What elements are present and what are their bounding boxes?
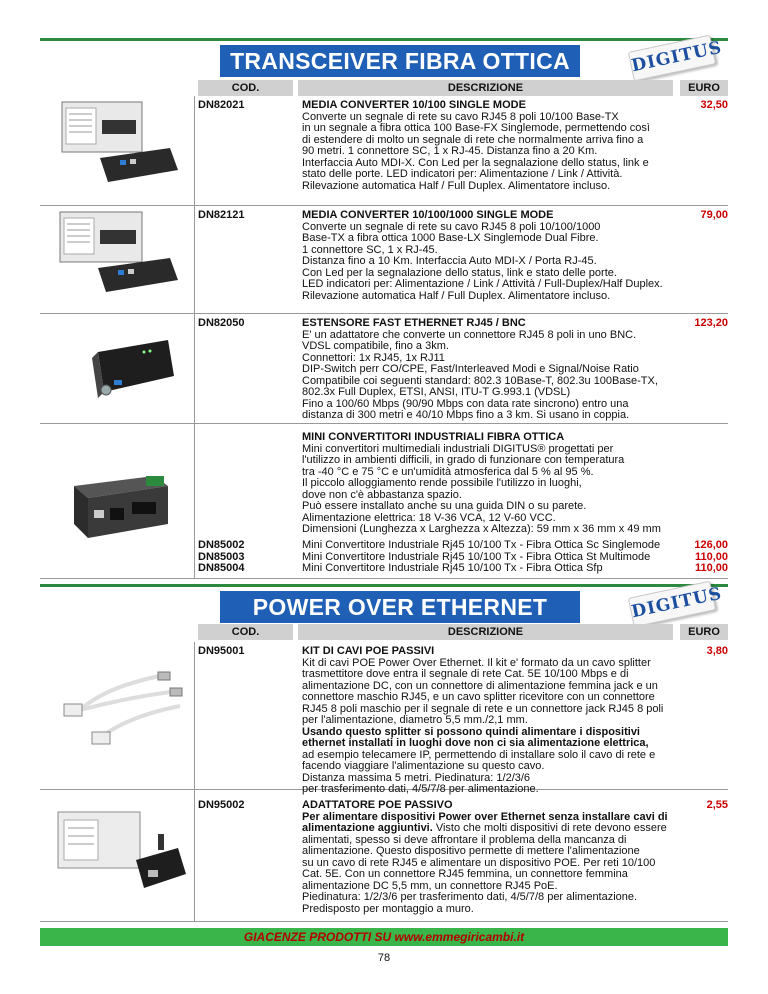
product-price: 2,55	[706, 799, 728, 811]
page-number: 78	[377, 952, 391, 964]
product-variants	[302, 540, 672, 575]
product-price: 110,00	[694, 550, 728, 563]
desc-line: Dimensioni (Lunghezza x Larghezza x Altezza): 59 mm x 36 mm x 49 mm	[302, 523, 661, 535]
desc-line: Piedinatura: 1/2/3/6 per trasferimento dati, 4/5/7/8 per alimentazione.	[302, 891, 638, 903]
product-description	[302, 800, 672, 915]
product-row	[40, 206, 728, 314]
desc-line: Distanza fino a 10 Km. Interfaccia Auto MDI-X / Porta RJ-45.	[302, 255, 597, 267]
desc-line: alimentazione DC, con un connettore di alimentazione femmina jack e un	[302, 679, 658, 692]
table-header	[40, 624, 728, 640]
desc-line-bold: alimentazione aggiuntivi.	[302, 822, 433, 834]
desc-line: su un cavo di rete RJ45 e alimentare un dispositivo POE. Per reti 10/100	[302, 856, 656, 869]
product-code: DN82121	[198, 209, 245, 221]
poe-adapter-icon	[40, 790, 195, 920]
product-description	[302, 432, 672, 536]
desc-line: 90 metri. 1 connettore SC, 1 x RJ-45. Distanza fino a 20 Km.	[302, 145, 598, 157]
desc-line: VDSL compatibile, fino a 3km.	[302, 340, 449, 352]
desc-line: Fino a 100/60 Mbps (90/90 Mbps con data rate sincrono) entro una	[302, 397, 629, 410]
product-title: MEDIA CONVERTER 10/100 SINGLE MODE	[302, 99, 526, 111]
product-row	[40, 790, 728, 922]
section-banner-poe	[40, 584, 728, 622]
table-header	[40, 80, 728, 96]
product-image-cell	[40, 642, 195, 789]
product-image-cell	[40, 96, 195, 205]
desc-line: Interfaccia Auto MDI-X. Con Led per la segnalazione dello status, link e	[302, 156, 649, 169]
variant-line: Mini Convertitore Industriale Rj45 10/100 Tx - Fibra Ottica Sc Singlemode	[302, 539, 661, 551]
desc-line: trasmettitore dove entra il segnale di rete Cat. 5E 10/100 Mbps e di	[302, 668, 629, 680]
desc-line: Converte un segnale di rete su cavo RJ45 8 poli 10/100 Base-TX	[302, 110, 619, 123]
desc-line: per l'alimentazione, diametro 5,5 mm./2,1 mm.	[302, 714, 528, 726]
desc-line: Rilevazione automatica Half / Full Duplex. Alimentatore incluso.	[302, 289, 611, 302]
desc-line: DIP-Switch perr CO/CPE, Fast/Interleaved Modi e Signal/Noise Ratio	[302, 363, 639, 375]
product-code: DN85002	[198, 539, 245, 551]
poe-cable-kit-icon	[40, 642, 195, 788]
product-price: 79,00	[700, 209, 728, 221]
product-title: MINI CONVERTITORI INDUSTRIALI FIBRA OTTICA	[302, 431, 565, 443]
product-prices	[680, 540, 728, 575]
product-description	[302, 318, 672, 422]
desc-line: alimentazione. Questo dispositivo permette di mettere l'alimentazione	[302, 845, 640, 857]
ethernet-extender-icon	[40, 314, 195, 422]
desc-line: Kit di cavi POE Power Over Ethernet. Il kit e' formato da un cavo splitter	[302, 656, 651, 669]
product-price: 32,50	[700, 99, 728, 111]
product-code: DN85003	[198, 550, 245, 563]
desc-line: dove non c'è abbastanza spazio.	[302, 488, 462, 501]
product-description	[302, 646, 672, 796]
product-description	[302, 100, 672, 192]
desc-line-bold: Per alimentare dispositivi Power over Ethernet senza installare cavi di	[302, 810, 668, 823]
desc-line: alimentati, spesso si deve affrontare il problema della mancanza di	[302, 833, 627, 846]
desc-line: facendo viaggiare l'alimentazione su questo cavo.	[302, 760, 545, 772]
desc-line: 802.3x Full Duplex, ETSI, ANSI, ITU-T G.993.1 (VDSL)	[302, 386, 571, 398]
variant-line: Mini Convertitore Industriale Rj45 10/100 Tx - Fibra Ottica Sfp	[302, 562, 603, 574]
media-converter-box-icon	[40, 96, 195, 204]
desc-line: l'utilizzo in ambienti difficili, in grado di funzionare con temperatura	[302, 454, 625, 466]
desc-line: 1 connettore SC, 1 x RJ-45.	[302, 243, 438, 256]
product-code: DN82050	[198, 317, 245, 329]
product-code: DN82021	[198, 99, 245, 111]
header-descrizione: DESCRIZIONE	[298, 80, 673, 96]
desc-line: Base-TX a fibra ottica 1000 Base-LX Singlemode Dual Fibre.	[302, 232, 599, 244]
desc-line: Con Led per la segnalazione dello status, link e stato delle porte.	[302, 266, 617, 279]
product-title: ESTENSORE FAST ETHERNET RJ45 / BNC	[302, 317, 526, 329]
desc-line-bold: ethernet installati in luoghi dove non ci sia alimentazione elettrica,	[302, 737, 649, 749]
desc-line: Compatibile coi seguenti standard: 802.3 10Base-T, 802.3u 100Base-TX,	[302, 374, 658, 387]
header-descrizione: DESCRIZIONE	[298, 624, 673, 640]
product-codes	[198, 540, 244, 575]
product-price: 126,00	[694, 539, 728, 551]
product-row	[40, 424, 728, 579]
product-image-cell	[40, 314, 195, 423]
product-row	[40, 96, 728, 206]
desc-line: Il piccolo alloggiamento rende possibile l'utilizzo in luoghi,	[302, 477, 582, 489]
media-converter-box-icon	[40, 206, 195, 312]
section-title: POWER OVER ETHERNET	[220, 591, 580, 623]
footer-website-text: GIACENZE PRODOTTI SU www.emmegiricambi.it	[243, 930, 525, 944]
product-description	[302, 210, 672, 302]
product-title: KIT DI CAVI POE PASSIVI	[302, 645, 435, 657]
product-title: MEDIA CONVERTER 10/100/1000 SINGLE MODE	[302, 209, 554, 221]
desc-line: tra -40 °C e 75 °C e un'umidità atmosferica dal 5 % al 95 %.	[302, 465, 594, 478]
desc-line: Alimentazione elettrica: 18 V-36 VCA, 12 V-60 VCC.	[302, 511, 556, 524]
desc-line: stato delle porte. LED indicatori per: Alimentazione / Link / Attività.	[302, 168, 623, 180]
product-row	[40, 314, 728, 424]
desc-line: alimentazione DC 5,5 mm, un connettore RJ45 PoE.	[302, 879, 558, 892]
desc-line: distanza di 300 metri e 40/10 Mbps fino a 3 km. Si usano in coppia.	[302, 409, 630, 421]
desc-line: ad esempio telecamere IP, permettendo di installare solo il cavo di rete e	[302, 748, 656, 761]
desc-line: RJ45 8 poli maschio per il segnale di rete e un connettore jack RJ45 8 poli	[302, 702, 664, 715]
variant-line: Mini Convertitore Industriale Rj45 10/100 Tx - Fibra Ottica St Multimode	[302, 550, 651, 563]
product-image-cell	[40, 424, 195, 578]
product-row	[40, 642, 728, 795]
desc-line: LED indicatori per: Alimentazione / Link / Attività / Full-Duplex/Half Duplex.	[302, 278, 663, 290]
footer-banner	[40, 928, 728, 946]
digitus-logo-icon: DIGITUS	[628, 35, 716, 82]
product-price: 3,80	[706, 645, 728, 657]
desc-line: per trasferimento dati, 4/5/7/8 per alimentazione.	[302, 783, 539, 795]
desc-line: di estendere di molto un segnale di rete che normalmente arriva fino a	[302, 133, 644, 146]
desc-line-bold: Usando questo splitter si possono quindi alimentare i dispositivi	[302, 725, 640, 738]
desc-line: Mini convertitori multimediali industriali DIGITUS® progettati per	[302, 442, 614, 455]
product-code: DN95002	[198, 799, 245, 811]
desc-line: Converte un segnale di rete su cavo RJ45 8 poli 10/100/1000	[302, 220, 601, 233]
product-image-cell	[40, 206, 195, 313]
header-euro: EURO	[680, 624, 728, 640]
desc-line: connettore maschio RJ45, e un cavo splitter ricevitore con un connettore	[302, 691, 655, 703]
desc-line: Distanza massima 5 metri. Piedinatura: 1/2/3/6	[302, 771, 531, 784]
product-image-cell	[40, 790, 195, 921]
product-price: 123,20	[694, 317, 728, 329]
desc-line: Cat. 5E. Con un connettore RJ45 femmina, un connettore femmina	[302, 868, 628, 880]
desc-line: Può essere installato anche su una guida DIN o su parete.	[302, 500, 587, 512]
product-code: DN85004	[198, 562, 245, 574]
desc-line: Visto che molti dispositivi di rete devono essere	[432, 822, 667, 834]
digitus-logo-icon: DIGITUS	[628, 581, 716, 628]
header-euro: EURO	[680, 80, 728, 96]
desc-line: Predisposto per montaggio a muro.	[302, 902, 474, 915]
header-cod: COD.	[198, 80, 293, 96]
header-cod: COD.	[198, 624, 293, 640]
product-price: 110,00	[694, 562, 728, 574]
desc-line: E' un adattatore che converte un connettore RJ45 8 poli in uno BNC.	[302, 328, 637, 341]
desc-line: Rilevazione automatica Half / Full Duplex. Alimentatore incluso.	[302, 179, 611, 192]
desc-line: Connettori: 1x RJ45, 1x RJ11	[302, 351, 445, 364]
desc-line: in un segnale a fibra ottica 100 Base-FX Singlemode, permettendo così	[302, 122, 650, 134]
section-title: TRANSCEIVER FIBRA OTTICA	[220, 45, 580, 77]
product-code: DN95001	[198, 645, 245, 657]
section-banner-fibra	[40, 38, 728, 76]
industrial-converter-icon	[40, 424, 195, 577]
product-title: ADATTATORE POE PASSIVO	[302, 799, 453, 811]
